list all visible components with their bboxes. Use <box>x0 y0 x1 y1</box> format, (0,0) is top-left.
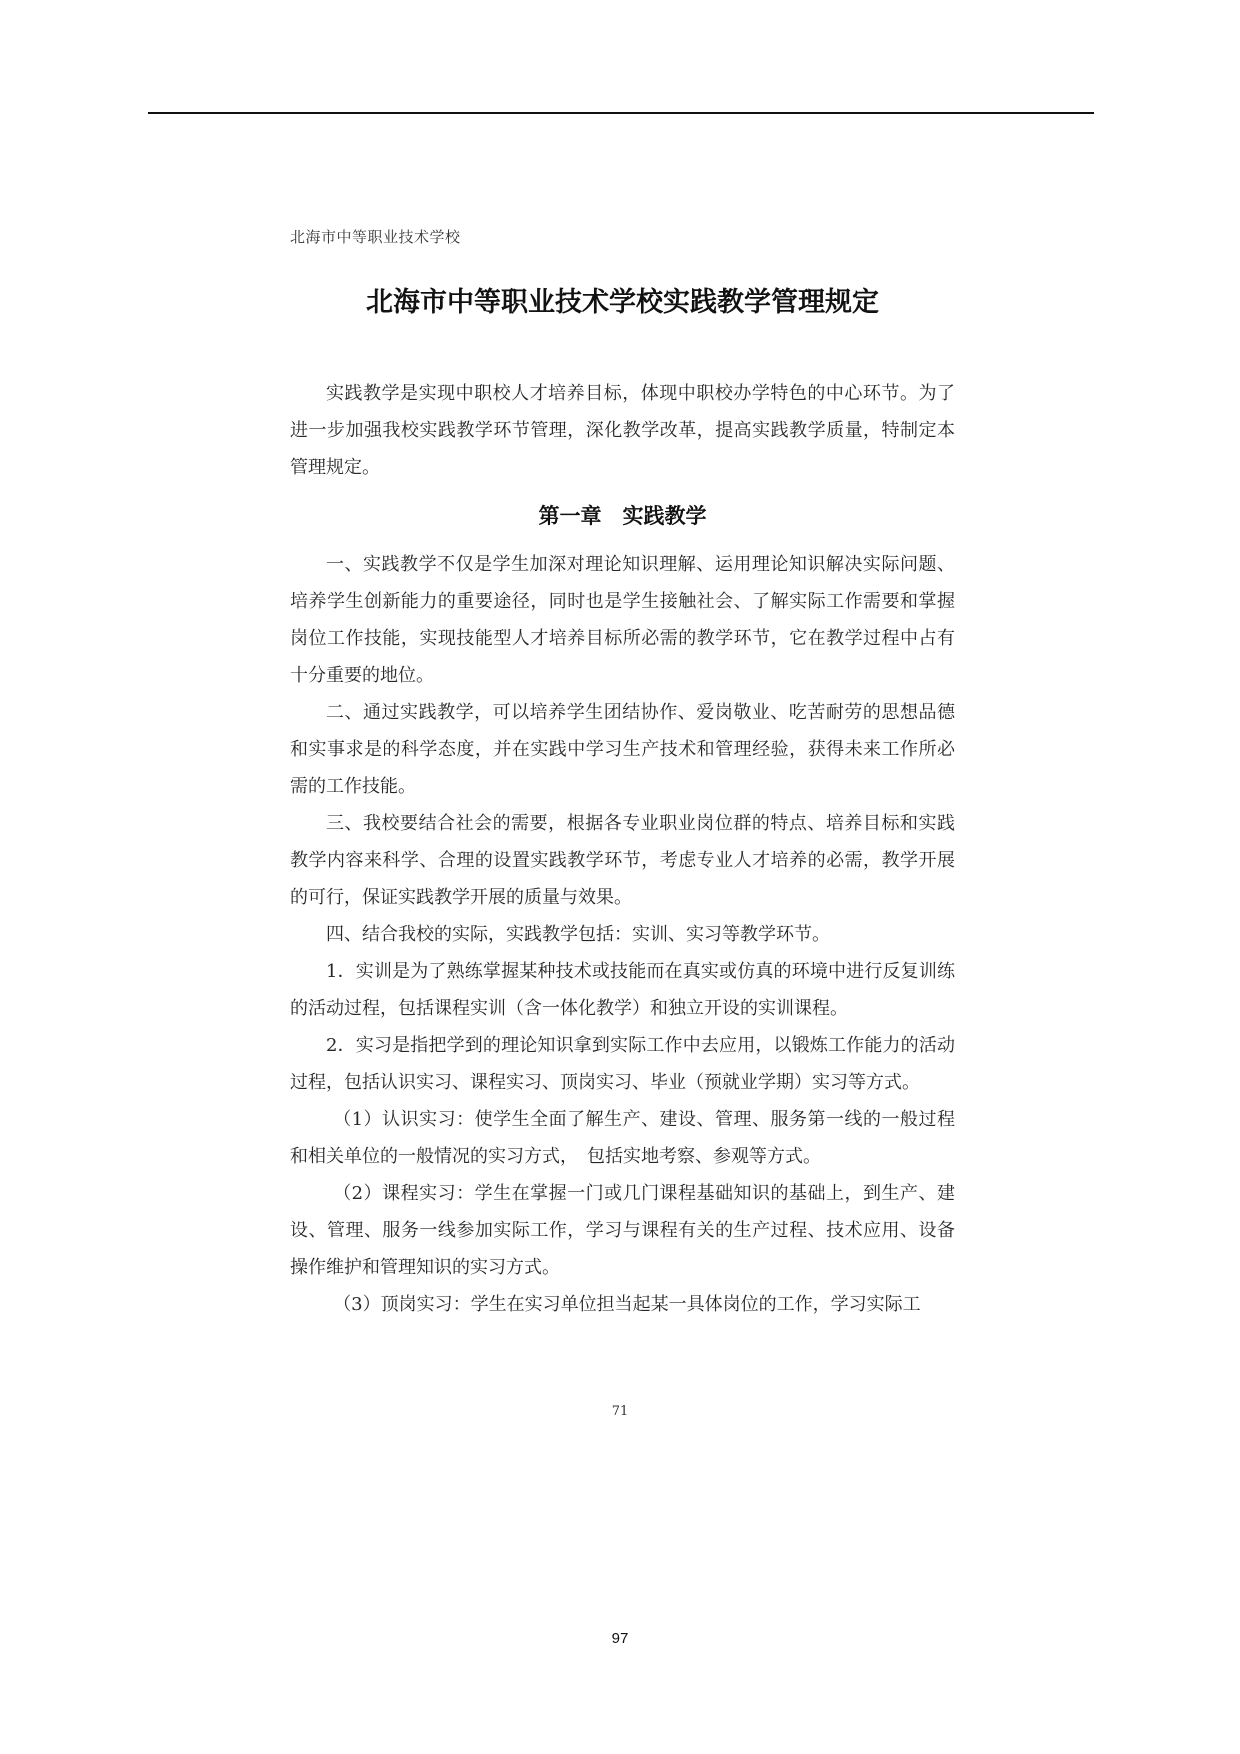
paragraph-cognitive-internship: （1）认识实习：使学生全面了解生产、建设、管理、服务第一线的一般过程和相关单位的一般情况的实习方式， 包括实地考察、参观等方式。 <box>290 1109 955 1167</box>
chapter-title: 第一章 实践教学 <box>538 504 707 528</box>
inner-page-number: 71 <box>611 1404 629 1419</box>
paragraph-4: 四、结合我校的实际，实践教学包括：实训、实习等教学环节。 <box>326 924 830 945</box>
paragraph-course-internship: （2）课程实习：学生在掌握一门或几门课程基础知识的基础上，到生产、建设、管理、服务一线参加实际工作，学习与课程有关的生产过程、技术应用、设备操作维护和管理知识的实习方式。 <box>290 1183 955 1278</box>
paragraph-1: 一、实践教学不仅是学生加深对理论知识理解、运用理论知识解决实际问题、培养学生创新能力的重要途径，同时也是学生接触社会、了解实际工作需要和掌握岗位工作技能，实现技能型人才培养目标所必需的教学环节，它在教学过程中占有十分重要的地位。 <box>290 554 955 686</box>
paragraph-internship: 2．实习是指把学到的理论知识拿到实际工作中去应用，以锻炼工作能力的活动过程，包括认识实习、课程实习、顶岗实习、毕业（预就业学期）实习等方式。 <box>290 1035 955 1093</box>
paragraph-training: 1．实训是为了熟练掌握某种技术或技能而在真实或仿真的环境中进行反复训练的活动过程，包括课程实训（含一体化教学）和独立开设的实训课程。 <box>290 961 955 1019</box>
document-title: 北海市中等职业技术学校实践教学管理规定 <box>366 287 879 318</box>
header-rule <box>148 112 1094 114</box>
scanned-page <box>290 225 955 1323</box>
paragraph-2: 二、通过实践教学，可以培养学生团结协作、爱岗敬业、吃苦耐劳的思想品德和实事求是的科学态度，并在实践中学习生产技术和管理经验，获得未来工作所必需的工作技能。 <box>290 702 955 797</box>
paragraph-3: 三、我校要结合社会的需要，根据各专业职业岗位群的特点、培养目标和实践教学内容来科学、合理的设置实践教学环节，考虑专业人才培养的必需，教学开展的可行，保证实践教学开展的质量与效果。 <box>290 813 955 908</box>
intro-paragraph: 实践教学是实现中职校人才培养目标，体现中职校办学特色的中心环节。为了进一步加强我校实践教学环节管理，深化教学改革，提高实践教学质量，特制定本管理规定。 <box>290 383 955 478</box>
school-header: 北海市中等职业技术学校 <box>290 228 461 246</box>
page-number: 97 <box>611 1630 629 1647</box>
paragraph-post-internship: （3）顶岗实习：学生在实习单位担当起某一具体岗位的工作，学习实际工 <box>333 1294 921 1315</box>
